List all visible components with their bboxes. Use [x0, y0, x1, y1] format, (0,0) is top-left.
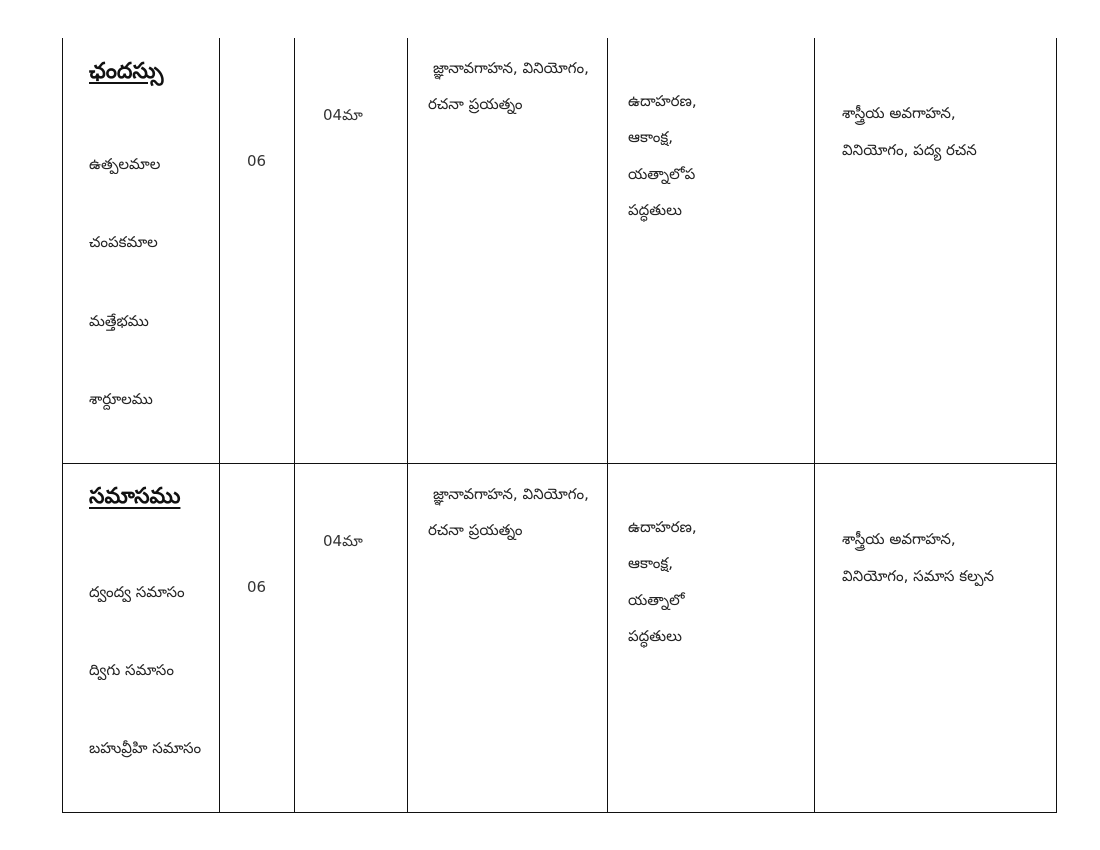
outcomes-cell — [815, 38, 1057, 463]
objective-line: జ్ఞానావగాహన, వినియోగం, — [433, 59, 589, 77]
topic-item: ద్విగు సమాసం — [89, 661, 174, 679]
objective-line: రచనా ప్రయత్నం — [428, 95, 523, 113]
topic-item: బహువ్రీహి సమాసం — [89, 739, 202, 757]
topic-item: శార్దూలము — [89, 390, 153, 408]
topic-cell — [63, 464, 220, 812]
outcome-line: శాస్త్రీయ అవగాహన, — [842, 104, 956, 122]
outcome-line: వినియోగం, సమాస కల్పన — [842, 567, 995, 585]
periods-value: 06 — [247, 578, 267, 596]
table-row — [62, 464, 1057, 813]
objectives-cell — [408, 464, 608, 812]
method-line: ఆకాంక్ష, — [628, 554, 674, 572]
outcome-line: శాస్త్రీయ అవగాహన, — [842, 530, 956, 548]
month-cell — [295, 38, 408, 463]
table-row — [62, 38, 1057, 464]
objective-line: రచనా ప్రయత్నం — [428, 521, 523, 539]
objectives-cell — [408, 38, 608, 463]
method-line: ఉదాహరణ, — [628, 518, 697, 536]
topic-item: ఉత్పలమాల — [89, 155, 161, 173]
topic-cell — [63, 38, 220, 463]
outcomes-cell — [815, 464, 1057, 812]
method-line: పద్ధతులు — [628, 201, 682, 219]
objective-line: జ్ఞానావగాహన, వినియోగం, — [433, 485, 589, 503]
outcome-line: వినియోగం, పద్య రచన — [842, 141, 977, 159]
method-line: యత్నాలో — [628, 591, 685, 609]
topic-title: ఛందస్సు — [89, 59, 164, 84]
month-value: 04మా — [323, 106, 363, 124]
methods-cell — [608, 464, 815, 812]
month-value: 04మా — [323, 532, 363, 550]
topic-item: చంపకమాల — [89, 233, 158, 251]
method-line: ఆకాంక్ష, — [628, 128, 674, 146]
topic-title: సమాసము — [89, 484, 181, 509]
methods-cell — [608, 38, 815, 463]
month-cell — [295, 464, 408, 812]
topic-item: మత్తేభము — [89, 312, 149, 330]
periods-cell — [220, 464, 295, 812]
method-line: ఉదాహరణ, — [628, 92, 697, 110]
periods-cell — [220, 38, 295, 463]
method-line: యత్నాలోప — [628, 165, 696, 183]
method-line: పద్ధతులు — [628, 627, 682, 645]
periods-value: 06 — [247, 152, 267, 170]
topic-item: ద్వంద్వ సమాసం — [89, 583, 185, 601]
